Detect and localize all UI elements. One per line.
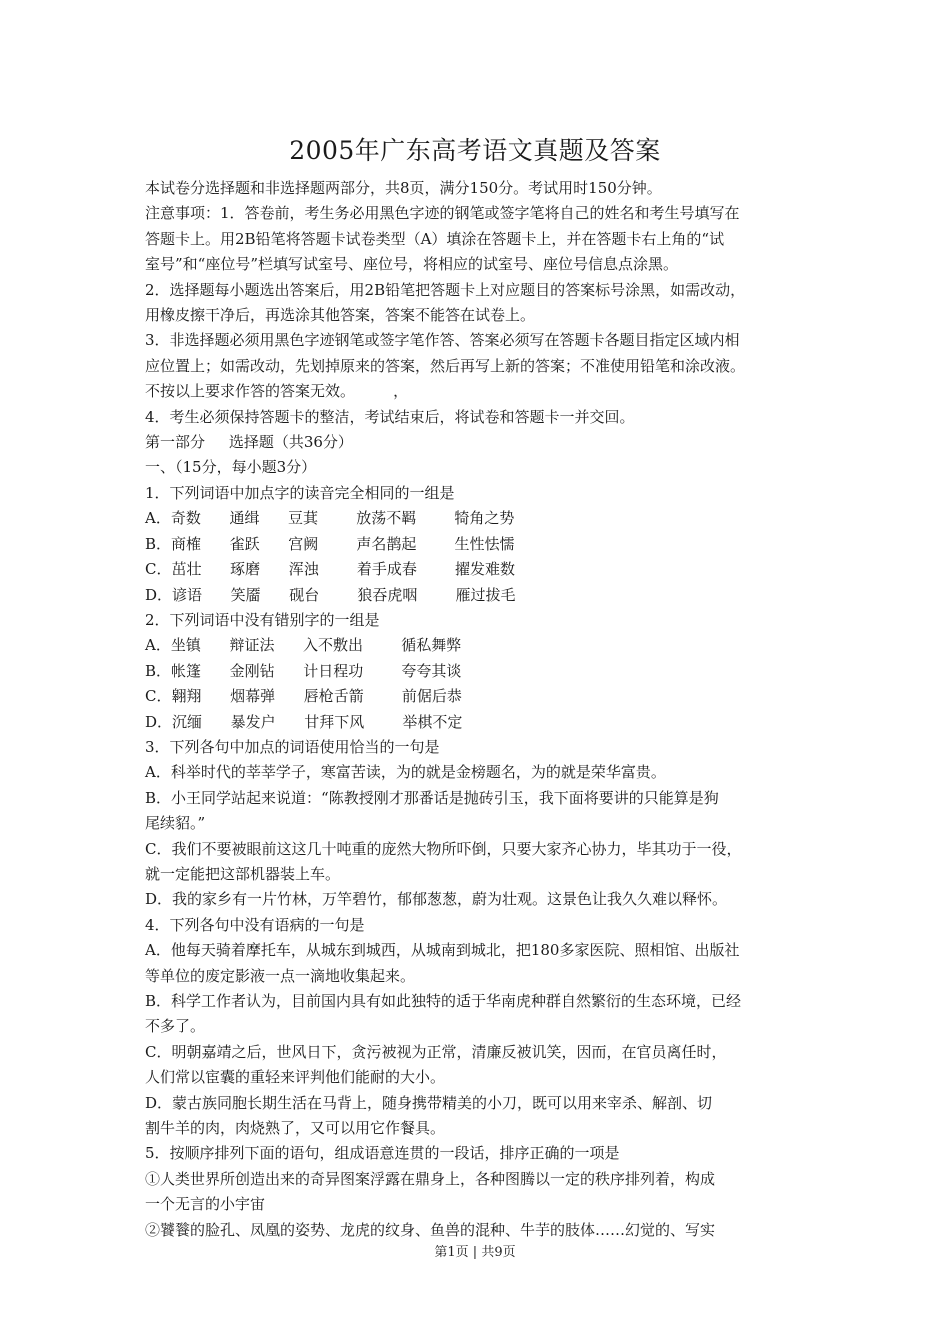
line: 4．下列各句中没有语病的一句是	[145, 915, 365, 934]
line: C．明朝嘉靖之后，世风日下，贪污被视为正常，清廉反被讥笑，因而，在官员离任时，	[145, 1042, 727, 1061]
line: A．科举时代的莘莘学子，寒富苦读，为的就是金榜题名，为的就是荣华富贵。	[145, 763, 666, 782]
line: B．科学工作者认为，目前国内具有如此独特的适于华南虎种群自然繁衍的生态环境，已经	[145, 992, 742, 1010]
line: D．谚语 笑靥 砚台 狼吞虎咽 雁过拔毛	[145, 585, 516, 604]
line: 不多了。	[145, 1017, 206, 1036]
line: A．他每天骑着摩托车，从城东到城西，从城南到城北，把180多家医院、照相馆、出版社	[145, 941, 740, 960]
line: 4．考生必须保持答题卡的整洁，考试结束后，将试卷和答题卡一并交回。	[145, 407, 635, 426]
line: 就一定能把这部机器装上车。	[145, 864, 341, 883]
document-body	[145, 176, 810, 1243]
line: 等单位的废定影液一点一滴地收集起来。	[145, 966, 416, 985]
line: 3．非选择题必须用黑色字迹钢笔或签字笔作答、答案必须写在答题卡各题目指定区域内相	[145, 331, 740, 350]
line: A．奇数 通缉 豆萁 放荡不羁 犄角之势	[145, 509, 515, 528]
line: 应位置上；如需改动，先划掉原来的答案，然后再写上新的答案；不准使用铅笔和涂改液。	[145, 356, 746, 375]
line: ②饕餮的脸孔、凤凰的姿势、龙虎的纹身、鱼兽的混种、牛芋的肢体……幻觉的、写实	[145, 1220, 716, 1239]
page-footer: 第1页 | 共9页	[434, 1245, 516, 1260]
line: 一、（15分，每小题3分）	[145, 458, 317, 477]
line: B．商榷 雀跃 宫阙 声名鹊起 生性怯懦	[145, 534, 515, 553]
line: 第一部分 选择题（共36分）	[145, 433, 353, 452]
line: B．帐篷 金刚钻 计日程功 夸夸其谈	[145, 661, 462, 680]
line: 2．下列词语中没有错别字的一组是	[145, 610, 380, 629]
line: C．茁壮 琢磨 浑浊 着手成春 擢发难数	[145, 560, 515, 579]
line: D．沉缅 暴发户 甘拜下风 举棋不定	[145, 712, 463, 731]
line: A．坐镇 辩证法 入不敷出 循私舞弊	[145, 636, 462, 655]
line: 1．下列词语中加点字的读音完全相同的一组是	[145, 483, 455, 502]
line: D．蒙古族同胞长期生活在马背上，随身携带精美的小刀，既可以用来宰杀、解剖、切	[145, 1093, 713, 1112]
line: 不按以上要求作答的答案无效。 ，	[145, 382, 409, 401]
line: ①人类世界所创造出来的奇异图案浮露在鼎身上，各种图腾以一定的秩序排列着，构成	[145, 1169, 716, 1188]
line: 人们常以宦囊的重轻来评判他们能耐的大小。	[145, 1068, 446, 1087]
line: C．我们不要被眼前这这几十吨重的庞然大物所吓倒，只要大家齐心协力，毕其功于一役，	[145, 839, 742, 858]
line: 一个无言的小宇宙	[145, 1195, 266, 1214]
line: D．我的家乡有一片竹林，万竿碧竹，郁郁葱葱，蔚为壮观。这景色让我久久难以释怀。	[145, 890, 728, 909]
line: 尾续貂。”	[145, 814, 206, 833]
line: 注意事项：1．答卷前，考生务必用黑色字迹的钢笔或签字笔将自己的姓名和考生号填写在	[145, 204, 740, 223]
line: 室号”和“座位号”栏填写试室号、座位号，将相应的试室号、座位号信息点涂黑。	[145, 255, 679, 274]
line: 本试卷分选择题和非选择题两部分，共8页，满分150分。考试用时150分钟。	[145, 179, 662, 197]
line: 割牛羊的肉，肉烧熟了，又可以用它作餐具。	[145, 1119, 446, 1138]
line: 用橡皮擦干净后，再选涂其他答案，答案不能答在试卷上。	[145, 306, 536, 325]
line: C．翱翔 烟幕弹 唇枪舌箭 前倨后恭	[145, 687, 462, 706]
line: 5．按顺序排列下面的语句，组成语意连贯的一段话，排序正确的一项是	[145, 1144, 620, 1163]
line: 3．下列各句中加点的词语使用恰当的一句是	[145, 737, 440, 756]
line: B．小王同学站起来说道：“陈教授刚才那番话是抛砖引玉，我下面将要讲的只能算是狗	[145, 788, 719, 807]
page-title: 2005年广东高考语文真题及答案	[289, 136, 661, 165]
line: 2．选择题每小题选出答案后，用2B铅笔把答题卡上对应题目的答案标号涂黑，如需改动，	[145, 280, 746, 299]
line: 答题卡上。用2B铅笔将答题卡试卷类型（A）填涂在答题卡上，并在答题卡右上角的“试	[145, 229, 725, 248]
